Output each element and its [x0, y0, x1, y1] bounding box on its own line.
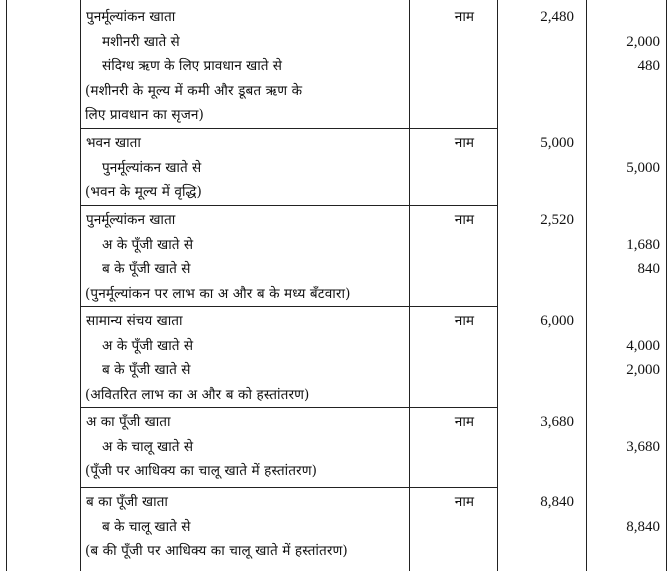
debit-amount: 2,480 — [540, 9, 574, 25]
credit-amount: 2,000 — [626, 33, 660, 50]
debit-tag: नाम — [454, 9, 474, 25]
entry-separator — [80, 205, 498, 206]
narration: (मशीनरी के मूल्य में कमी और डूबत ऋण के — [85, 82, 303, 99]
narration-row — [80, 383, 668, 408]
credit-amount: 4,000 — [626, 337, 660, 354]
credit-row — [80, 54, 668, 79]
narration-row — [80, 180, 668, 205]
debit-row — [80, 131, 668, 156]
credit-account: संदिग्ध ऋण के लिए प्रावधान खाते से — [102, 58, 282, 74]
journal-entry — [80, 5, 668, 128]
journal-entry — [80, 208, 668, 306]
credit-account: पुनर्मूल्यांकन खाते से — [102, 159, 202, 176]
credit-account: ब के पूँजी खाते से — [102, 261, 191, 277]
credit-amount: 480 — [637, 58, 660, 74]
credit-account: अ के चालू खाते से — [102, 438, 194, 455]
journal-entry — [80, 309, 668, 407]
debit-account: भवन खाता — [86, 135, 141, 151]
credit-row — [80, 233, 668, 258]
journal-entry — [80, 490, 668, 564]
debit-account: सामान्य संचय खाता — [86, 313, 183, 329]
debit-row — [80, 309, 668, 334]
debit-tag: नाम — [454, 212, 474, 228]
narration-row — [80, 79, 668, 104]
debit-row — [80, 490, 668, 515]
entry-separator — [80, 487, 498, 488]
journal-entry — [80, 131, 668, 205]
credit-account: ब के पूँजी खाते से — [102, 362, 191, 378]
credit-row — [80, 358, 668, 383]
debit-tag: नाम — [454, 414, 474, 430]
narration-row — [80, 539, 668, 564]
credit-amount: 2,000 — [626, 362, 660, 378]
debit-row — [80, 410, 668, 435]
debit-amount: 5,000 — [540, 135, 574, 151]
debit-account: ब का पूँजी खाता — [86, 494, 168, 510]
debit-amount: 3,680 — [540, 414, 574, 430]
narration: (भवन के मूल्य में वृद्धि) — [85, 184, 202, 200]
credit-account: अ के पूँजी खाते से — [102, 236, 194, 253]
debit-amount: 6,000 — [540, 313, 574, 329]
entry-separator — [80, 128, 498, 129]
debit-row — [80, 208, 668, 233]
narration-row — [80, 103, 668, 128]
narration-row — [80, 459, 668, 484]
narration-row — [80, 282, 668, 307]
credit-amount: 8,840 — [626, 518, 660, 535]
narration: (पुनर्मूल्यांकन पर लाभ का अ और ब के मध्य बँटवारा) — [85, 285, 351, 302]
table-left-border — [6, 0, 7, 571]
credit-row — [80, 435, 668, 460]
debit-row — [80, 5, 668, 30]
debit-account: अ का पूँजी खाता — [86, 414, 171, 430]
credit-row — [80, 257, 668, 282]
narration: लिए प्रावधान का सृजन) — [85, 107, 204, 123]
debit-tag: नाम — [454, 494, 474, 510]
credit-row — [80, 30, 668, 55]
debit-amount: 8,840 — [540, 494, 574, 510]
debit-account: पुनर्मूल्यांकन खाता — [86, 212, 176, 228]
debit-tag: नाम — [454, 313, 474, 329]
entry-separator — [80, 306, 498, 307]
credit-account: मशीनरी खाते से — [102, 33, 180, 50]
credit-row — [80, 515, 668, 540]
entry-separator — [80, 407, 498, 408]
credit-row — [80, 334, 668, 359]
credit-account: ब के चालू खाते से — [102, 518, 191, 535]
debit-account: पुनर्मूल्यांकन खाता — [86, 9, 176, 25]
credit-amount: 1,680 — [626, 236, 660, 253]
credit-amount: 840 — [637, 261, 660, 277]
debit-amount: 2,520 — [540, 212, 574, 228]
narration: (पूँजी पर आधिक्य का चालू खाते में हस्तांतरण) — [85, 463, 318, 479]
journal-entry — [80, 410, 668, 484]
debit-tag: नाम — [454, 135, 474, 151]
credit-amount: 3,680 — [626, 438, 660, 455]
credit-row — [80, 156, 668, 181]
credit-account: अ के पूँजी खाते से — [102, 337, 194, 354]
credit-amount: 5,000 — [626, 159, 660, 176]
narration: (अवितरित लाभ का अ और ब को हस्तांतरण) — [85, 386, 310, 403]
narration: (ब की पूँजी पर आधिक्य का चालू खाते में हस्तांतरण) — [85, 543, 348, 559]
